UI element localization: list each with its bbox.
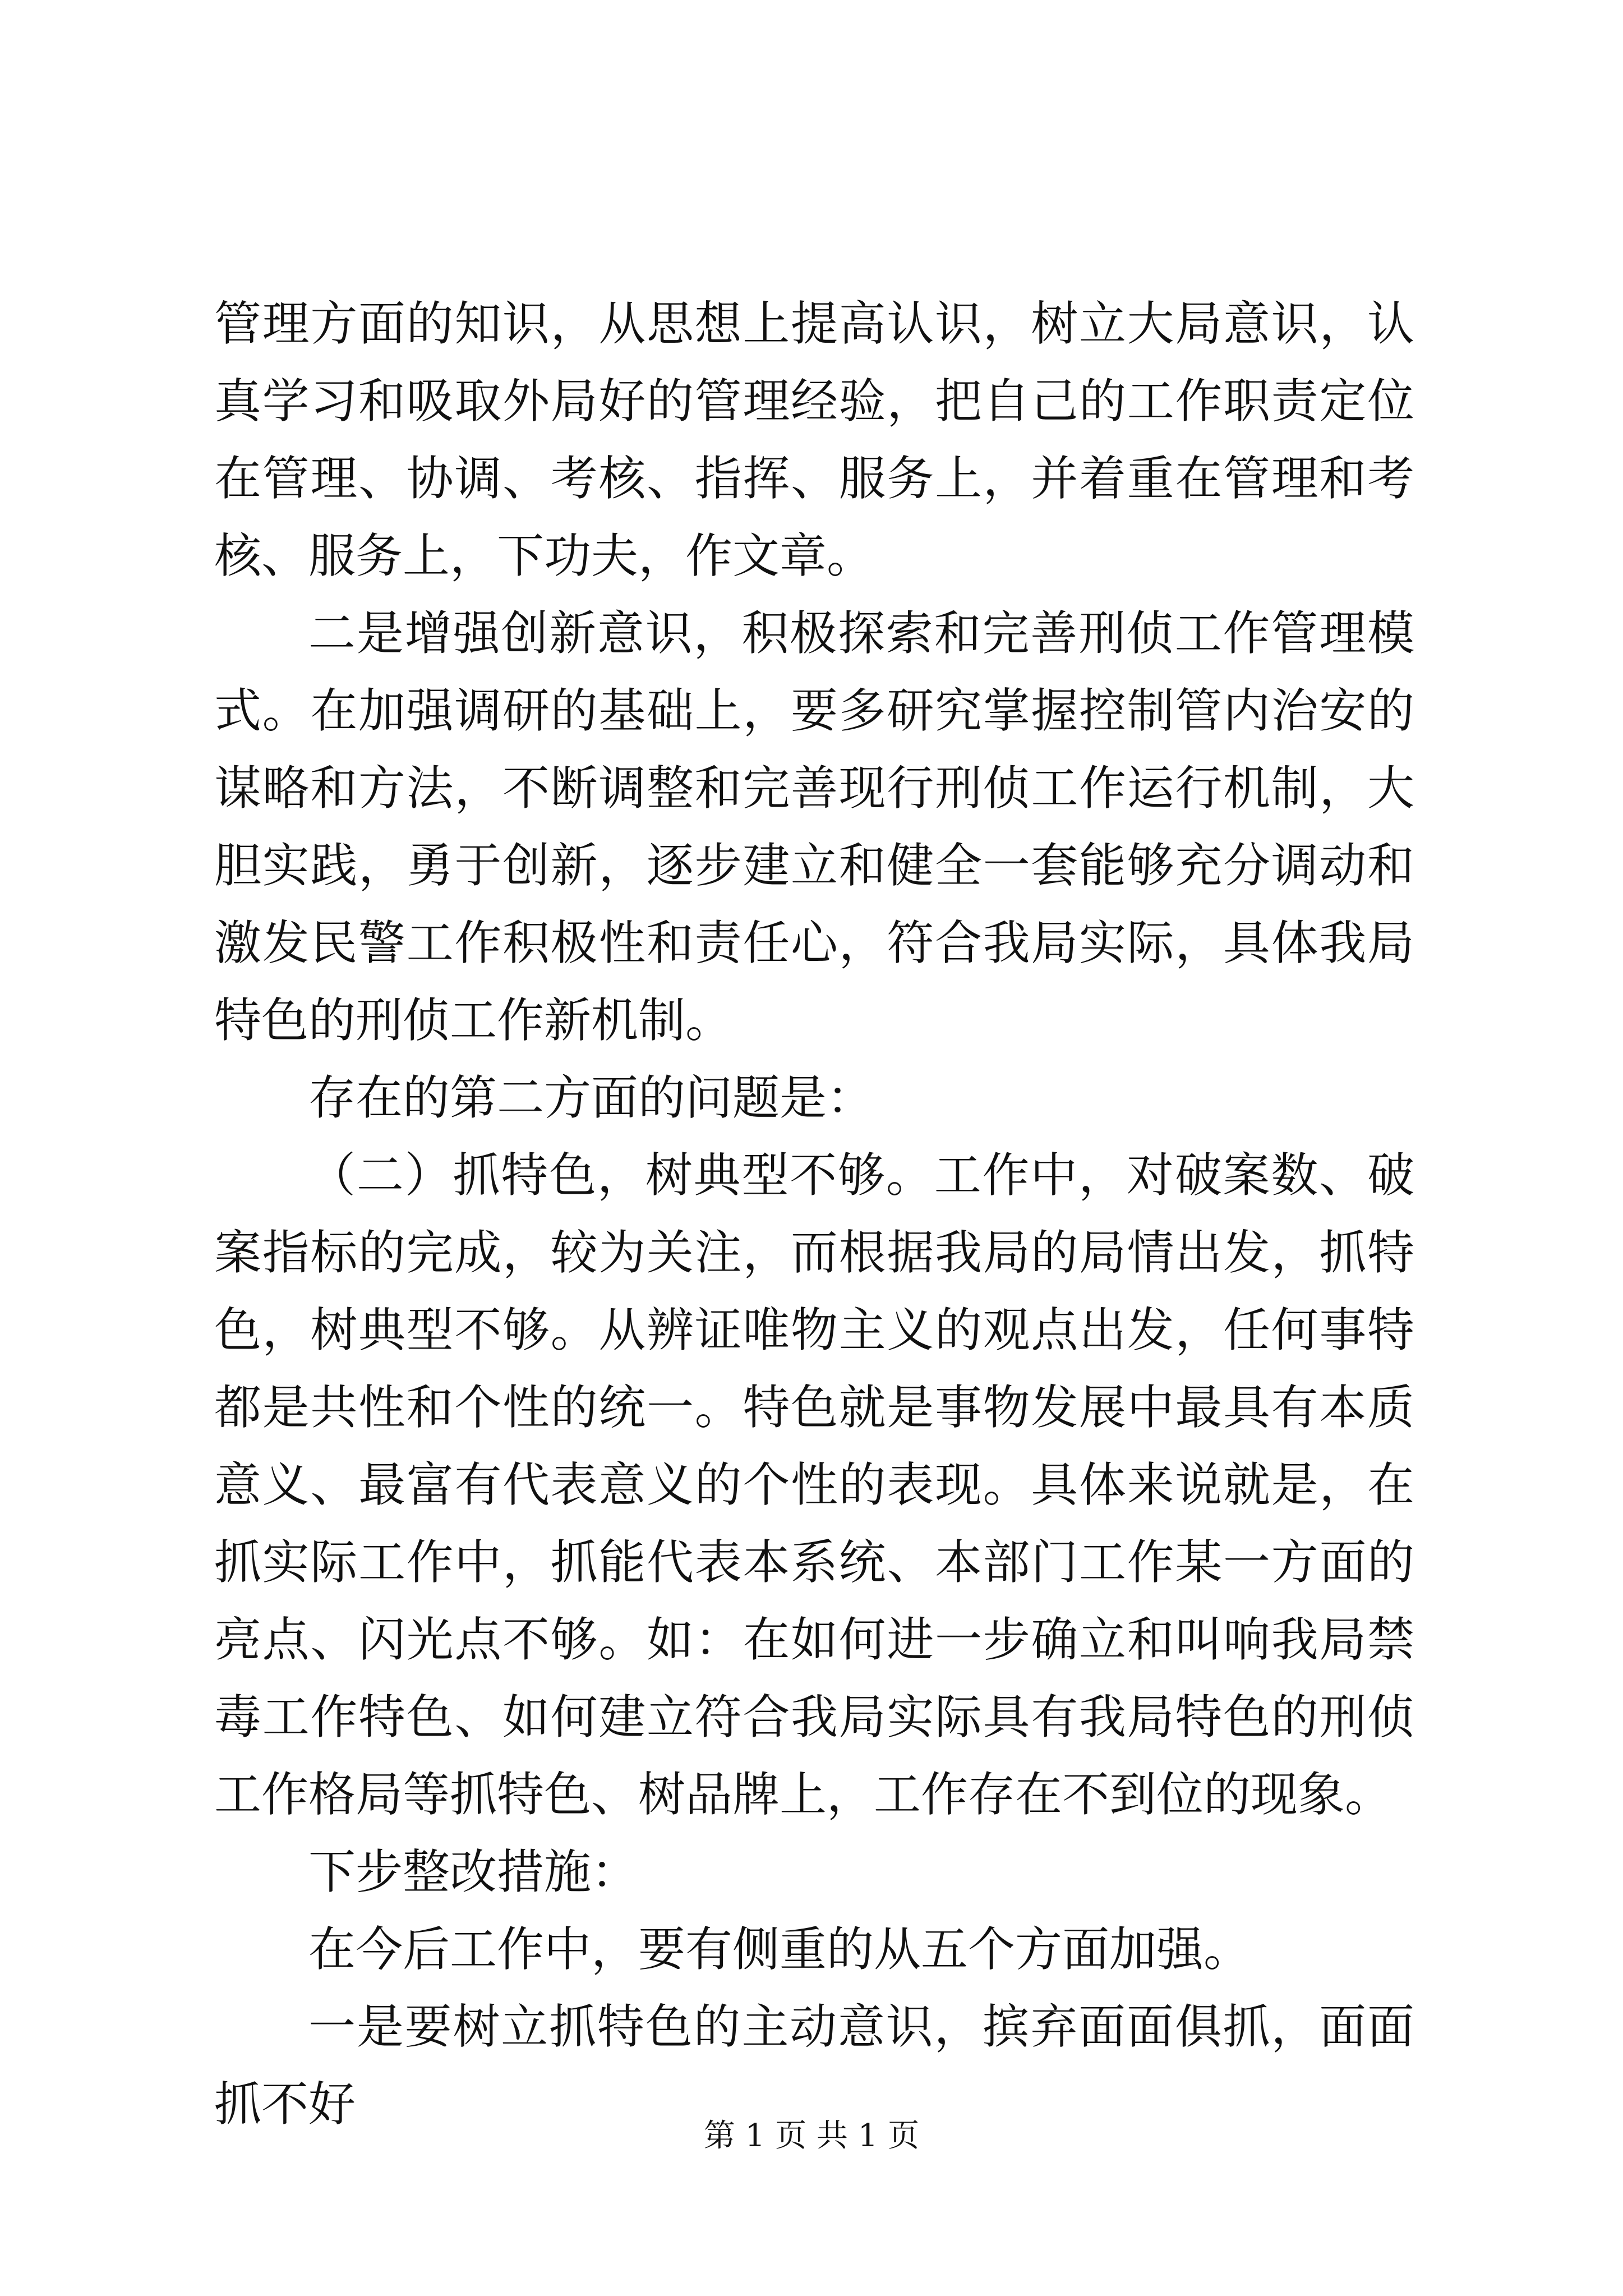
page-footer: 第 1 页 共 1 页 (703, 2118, 920, 2154)
paragraph-second-issue-heading: 存在的第二方面的问题是： (308, 1070, 874, 1125)
document-body (214, 285, 1414, 2143)
paragraph-innovation: 二是增强创新意识，积极探索和完善刑侦工作管理模式。在加强调研的基础上，要多研究掌握控制管内治安的谋略和方法，不断调整和完善现行刑侦工作运行机制，大胆实践，勇于创新，逐步建立和健全一套能够充分调动和激发民警工作积极性和责任心，符合我局实际，具体我局特色的刑侦工作新机制。 (214, 606, 1414, 1048)
paragraph-second-issue: （二）抓特色，树典型不够。工作中，对破案数、破案指标的完成，较为关注，而根据我局的局情出发，抓特色，树典型不够。从辨证唯物主义的观点出发，任何事特都是共性和个性的统一。特色就是事物发展中最具有本质意义、最富有代表意义的个性的表现。具体来说就是，在抓实际工作中，抓能代表本系统、本部门工作某一方面的亮点、闪光点不够。如：在如何进一步确立和叫响我局禁毒工作特色、如何建立符合我局实际具有我局特色的刑侦工作格局等抓特色、树品牌上，工作存在不到位的现象。 (214, 1148, 1414, 1822)
paragraph-continuation: 管理方面的知识，从思想上提高认识，树立大局意识，认真学习和吸取外局好的管理经验，把自己的工作职责定位在管理、协调、考核、指挥、服务上，并着重在管理和考核、服务上，下功夫，作文章。 (214, 296, 1414, 583)
paragraph-measure-one: 一是要树立抓特色的主动意识，摈弃面面俱抓，面面抓不好 (214, 1999, 1414, 2132)
paragraph-measures-intro: 在今后工作中，要有侧重的从五个方面加强。 (308, 1922, 1251, 1977)
paragraph-measures-heading: 下步整改措施： (308, 1844, 639, 1899)
